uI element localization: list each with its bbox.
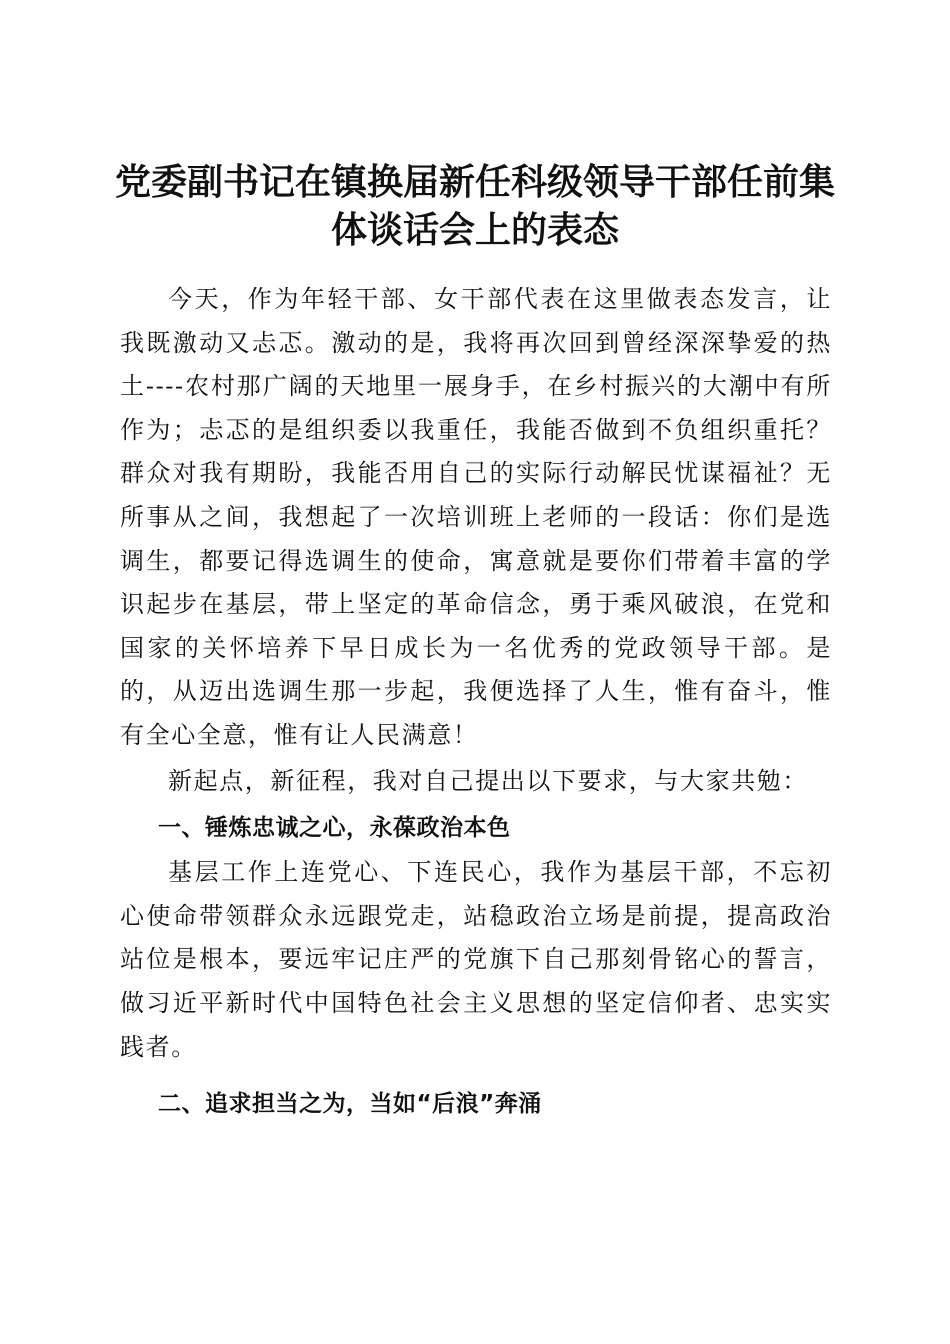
title-line-1: 党委副书记在镇换届新任科级领导干部任前集 [114,161,835,204]
document-body [120,278,832,1127]
requirements-intro-paragraph: 新起点，新征程，我对自己提出以下要求，与大家共勉： [168,766,808,795]
title-line-2: 体谈话会上的表态 [330,209,619,252]
section-1-heading: 一、锤炼忠诚之心，永葆政治本色 [158,815,511,842]
intro-paragraph: 今天，作为年轻干部、女干部代表在这里做表态发言，让我既激动又忐忑。激动的是，我将再次回到曾经深深挚爱的热土----农村那广阔的天地里一展身手，在乡村振兴的大潮中有所作为；忐忑的是组织委以我重任，我能否做到不负组织重托？群众对我有期盼，我能否用自己的实际行动解民忧谋福祉？无所事从之间，我想起了一次培训班上老师的一段话：你们是选调生，都要记得选调生的使命，寓意就是要你们带着丰富的学识起步在基层，带上坚定的革命信念，勇于乘风破浪，在党和国家的关怀培养下早日成长为一名优秀的党政领导干部。是的，从迈出选调生那一步起，我便选择了人生，惟有奋斗，惟有全心全意，惟有让人民满意！ [120,285,832,749]
section-1-paragraph: 基层工作上连党心、下连民心，我作为基层干部，不忘初心使命带领群众永远跟党走，站稳政治立场是前提，提高政治站位是根本，要远牢记庄严的党旗下自己那刻骨铭心的誓言，做习近平新时代中国特色社会主义思想的坚定信仰者、忠实实践者。 [120,858,832,1061]
section-2-heading: 二、追求担当之为，当如“后浪”奔涌 [158,1091,542,1118]
document-title [100,158,850,254]
